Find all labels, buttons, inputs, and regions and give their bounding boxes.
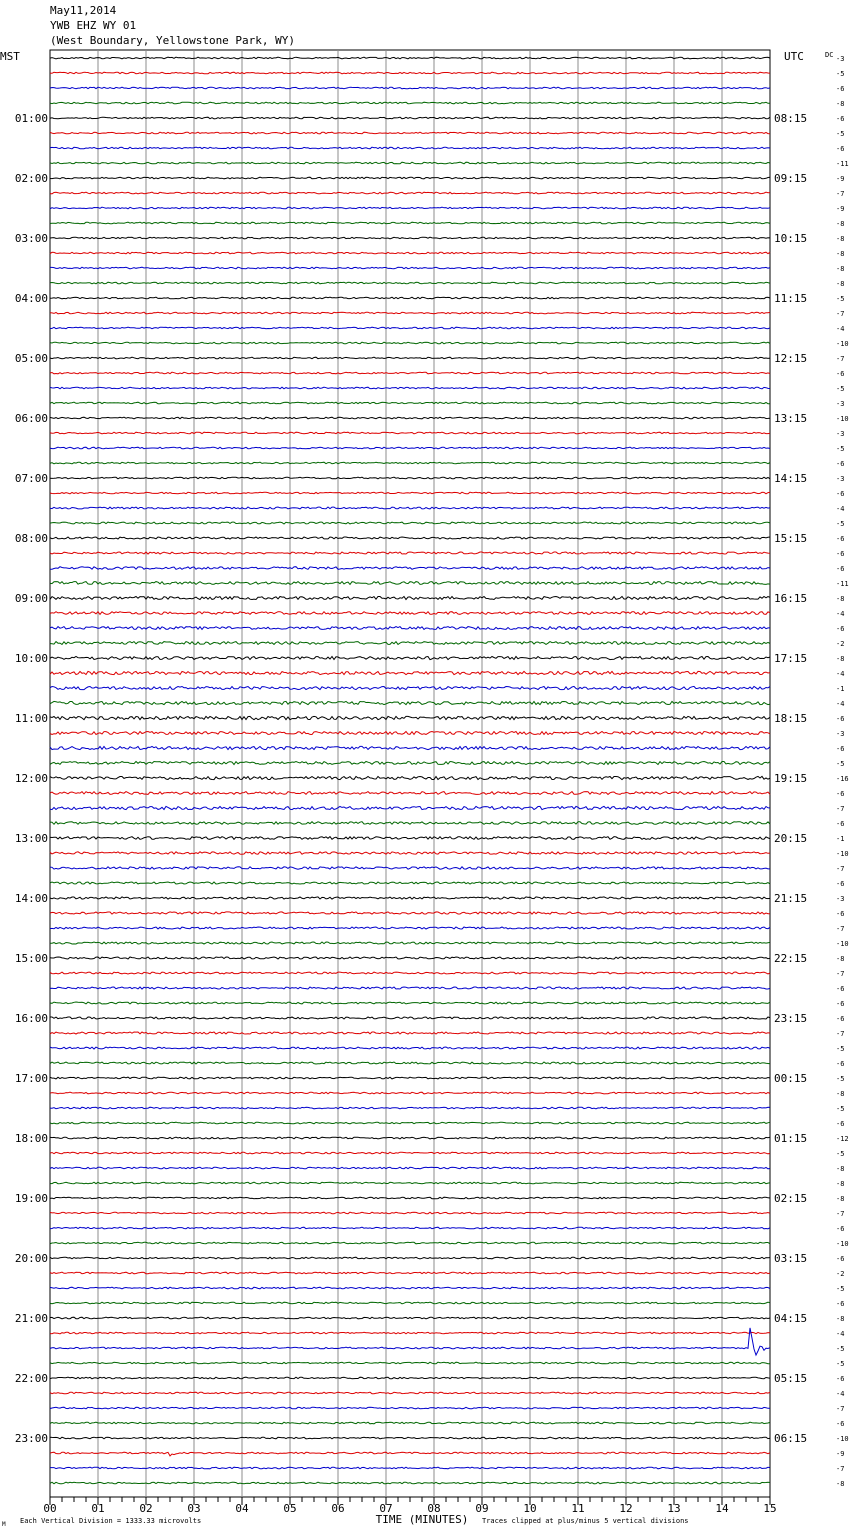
- dc-offset-label: -11: [836, 160, 849, 168]
- dc-offset-label: -6: [836, 85, 845, 93]
- dc-offset-label: -8: [836, 955, 845, 963]
- trace-line: [50, 102, 770, 104]
- x-tick-label: 01: [91, 1502, 105, 1515]
- utc-hour-label: 16:15: [774, 592, 808, 605]
- trace-line: [50, 147, 770, 149]
- dc-offset-label: -9: [836, 1450, 845, 1458]
- mst-hour-label: 18:00: [14, 1132, 48, 1145]
- dc-offset-label: -6: [836, 985, 845, 993]
- trace-line: [50, 867, 770, 869]
- dc-offset-label: -9: [836, 205, 845, 213]
- trace-line: [50, 1287, 770, 1289]
- trace-line: [50, 716, 770, 719]
- dc-offset-label: -11: [836, 580, 849, 588]
- dc-offset-label: -10: [836, 1240, 849, 1248]
- mst-hour-label: 23:00: [14, 1432, 48, 1445]
- trace-line: [50, 1152, 770, 1154]
- dc-offset-label: -5: [836, 1075, 845, 1083]
- x-tick-label: 15: [763, 1502, 777, 1515]
- dc-offset-label: -7: [836, 805, 845, 813]
- trace-line: [50, 1467, 770, 1469]
- dc-offset-label: -9: [836, 175, 845, 183]
- trace-line: [50, 1062, 770, 1064]
- x-tick-label: 09: [475, 1502, 489, 1515]
- dc-offset-label: -7: [836, 865, 845, 873]
- dc-offset-label: -6: [836, 1015, 845, 1023]
- dc-offset-label: -7: [836, 1030, 845, 1038]
- footer-mark: M: [2, 1521, 6, 1528]
- dc-offset-label: -6: [836, 460, 845, 468]
- dc-offset-label: -7: [836, 310, 845, 318]
- mst-hour-label: 07:00: [14, 472, 48, 485]
- trace-line: [50, 297, 770, 299]
- x-tick-label: 10: [523, 1502, 537, 1515]
- dc-offset-label: -6: [836, 490, 845, 498]
- trace-line: [50, 1437, 770, 1439]
- trace-line: [50, 117, 770, 119]
- dc-offset-label: -6: [836, 880, 845, 888]
- plot-date: May11,2014: [50, 4, 117, 17]
- dc-offset-label: -4: [836, 700, 845, 708]
- trace-line: [50, 1392, 770, 1394]
- trace-line: [50, 837, 770, 840]
- station-location: (West Boundary, Yellowstone Park, WY): [50, 34, 296, 47]
- trace-line: [50, 432, 770, 434]
- trace-line: [50, 267, 770, 269]
- trace-line: [50, 1302, 770, 1304]
- dc-offset-label: -8: [836, 655, 845, 663]
- x-tick-label: 00: [43, 1502, 57, 1515]
- dc-offset-label: -12: [836, 1135, 849, 1143]
- trace-line: [50, 1137, 770, 1139]
- dc-offset-label: -8: [836, 1480, 845, 1488]
- trace-line: [50, 671, 770, 674]
- utc-hour-label: 05:15: [774, 1372, 808, 1385]
- dc-offset-label: -4: [836, 610, 845, 618]
- trace-line: [50, 462, 770, 464]
- dc-offset-label: -8: [836, 220, 845, 228]
- trace-line: [50, 567, 770, 570]
- trace-line: [50, 1107, 770, 1109]
- utc-axis-label: UTC: [784, 50, 804, 63]
- dc-offset-label: -3: [836, 475, 845, 483]
- utc-hour-label: 01:15: [774, 1132, 808, 1145]
- dc-offset-label: -8: [836, 235, 845, 243]
- utc-hour-label: 15:15: [774, 532, 808, 545]
- dc-offset-label: -8: [836, 1090, 845, 1098]
- dc-offset-label: -6: [836, 550, 845, 558]
- mst-axis-label: MST: [0, 50, 20, 63]
- utc-hour-label: 14:15: [774, 472, 808, 485]
- dc-offset-label: -7: [836, 190, 845, 198]
- dc-offset-label: -2: [836, 1270, 845, 1278]
- trace-line: [50, 1272, 770, 1274]
- dc-offset-label: -6: [836, 790, 845, 798]
- trace-line: [50, 1092, 770, 1094]
- trace-line: [50, 762, 770, 765]
- utc-hour-label: 13:15: [774, 412, 808, 425]
- mst-hour-label: 02:00: [14, 172, 48, 185]
- x-tick-label: 12: [619, 1502, 633, 1515]
- trace-line: [50, 537, 770, 539]
- trace-line: [50, 1362, 770, 1364]
- x-tick-label: 06: [331, 1502, 345, 1515]
- x-tick-label: 03: [187, 1502, 201, 1515]
- trace-line: [50, 327, 770, 329]
- dc-offset-label: -6: [836, 745, 845, 753]
- dc-offset-label: -6: [836, 910, 845, 918]
- trace-line: [50, 627, 770, 630]
- mst-hour-label: 03:00: [14, 232, 48, 245]
- dc-offset-label: -6: [836, 1225, 845, 1233]
- dc-offset-label: -5: [836, 295, 845, 303]
- trace-line: [50, 972, 770, 974]
- dc-offset-label: -6: [836, 565, 845, 573]
- dc-offset-label: -16: [836, 775, 849, 783]
- dc-offset-label: -6: [836, 625, 845, 633]
- x-tick-label: 07: [379, 1502, 393, 1515]
- dc-offset-label: -2: [836, 640, 845, 648]
- dc-offset-label: -3: [836, 730, 845, 738]
- dc-offset-label: -7: [836, 970, 845, 978]
- trace-line: [50, 806, 770, 809]
- trace-line: [50, 1422, 770, 1424]
- dc-offset-label: -5: [836, 130, 845, 138]
- mst-hour-label: 05:00: [14, 352, 48, 365]
- dc-offset-label: -10: [836, 850, 849, 858]
- trace-line: [50, 402, 770, 404]
- trace-line: [50, 387, 770, 389]
- x-tick-label: 02: [139, 1502, 153, 1515]
- x-tick-label: 11: [571, 1502, 585, 1515]
- mst-hour-label: 06:00: [14, 412, 48, 425]
- mst-hour-label: 17:00: [14, 1072, 48, 1085]
- trace-line: [50, 732, 770, 735]
- trace-line: [50, 852, 770, 854]
- mst-hour-label: 14:00: [14, 892, 48, 905]
- x-tick-label: 04: [235, 1502, 249, 1515]
- trace-line: [50, 57, 770, 59]
- dc-offset-label: -7: [836, 925, 845, 933]
- dc-offset-label: -5: [836, 760, 845, 768]
- dc-offset-label: -5: [836, 445, 845, 453]
- dc-offset-label: -4: [836, 1390, 845, 1398]
- dc-offset-label: -5: [836, 520, 845, 528]
- trace-line: [50, 222, 770, 224]
- dc-offset-label: -6: [836, 1060, 845, 1068]
- dc-offset-label: -3: [836, 430, 845, 438]
- trace-line: [50, 372, 770, 374]
- clip-note: Traces clipped at plus/minus 5 vertical divisions: [482, 1517, 689, 1525]
- trace-line: [50, 1167, 770, 1169]
- utc-hour-label: 18:15: [774, 712, 808, 725]
- dc-offset-label: -7: [836, 355, 845, 363]
- dc-offset-label: -8: [836, 280, 845, 288]
- trace-line: [50, 897, 770, 899]
- trace-line: [50, 252, 770, 254]
- trace-line: [50, 72, 770, 74]
- mst-hour-label: 22:00: [14, 1372, 48, 1385]
- trace-line: [50, 657, 770, 660]
- x-tick-label: 14: [715, 1502, 729, 1515]
- trace-line: [50, 1332, 770, 1334]
- dc-offset-label: -4: [836, 670, 845, 678]
- scale-note: Each Vertical Division = 1333.33 microvolts: [20, 1517, 202, 1525]
- trace-line: [50, 612, 770, 615]
- utc-hour-label: 06:15: [774, 1432, 808, 1445]
- mst-hour-label: 21:00: [14, 1312, 48, 1325]
- station-name: YWB EHZ WY 01: [50, 19, 137, 32]
- trace-line: [50, 1212, 770, 1214]
- trace-line: [50, 792, 770, 795]
- dc-offset-label: -4: [836, 1330, 845, 1338]
- trace-line: [50, 357, 770, 359]
- dc-offset-label: -10: [836, 940, 849, 948]
- dc-offset-label: -6: [836, 820, 845, 828]
- trace-line: [50, 957, 770, 959]
- trace-line: [50, 1407, 770, 1409]
- trace-line: [50, 987, 770, 989]
- trace-line: [50, 207, 770, 209]
- mst-hour-label: 10:00: [14, 652, 48, 665]
- dc-offset-label: -7: [836, 1465, 845, 1473]
- trace-line: [50, 1452, 770, 1456]
- dc-offset-label: -6: [836, 715, 845, 723]
- dc-offset-label: -8: [836, 250, 845, 258]
- trace-line: [50, 1077, 770, 1079]
- trace-line: [50, 1328, 770, 1355]
- utc-hour-label: 19:15: [774, 772, 808, 785]
- trace-line: [50, 1002, 770, 1004]
- trace-line: [50, 1122, 770, 1124]
- dc-offset-label: -7: [836, 1405, 845, 1413]
- trace-line: [50, 1242, 770, 1244]
- dc-offset-label: -6: [836, 1420, 845, 1428]
- trace-line: [50, 701, 770, 704]
- dc-offset-label: -8: [836, 1195, 845, 1203]
- utc-hour-label: 11:15: [774, 292, 808, 305]
- trace-line: [50, 162, 770, 164]
- mst-hour-label: 01:00: [14, 112, 48, 125]
- utc-hour-label: 09:15: [774, 172, 808, 185]
- trace-line: [50, 686, 770, 689]
- trace-line: [50, 522, 770, 524]
- utc-hour-label: 20:15: [774, 832, 808, 845]
- mst-hour-label: 08:00: [14, 532, 48, 545]
- trace-line: [50, 342, 770, 344]
- mst-hour-label: 20:00: [14, 1252, 48, 1265]
- mst-hour-label: 13:00: [14, 832, 48, 845]
- x-tick-label: 13: [667, 1502, 681, 1515]
- utc-hour-label: 21:15: [774, 892, 808, 905]
- trace-line: [50, 282, 770, 284]
- dc-offset-label: -10: [836, 415, 849, 423]
- trace-line: [50, 1032, 770, 1034]
- dc-offset-label: -4: [836, 505, 845, 513]
- utc-hour-label: 22:15: [774, 952, 808, 965]
- trace-line: [50, 927, 770, 929]
- dc-offset-label: -6: [836, 115, 845, 123]
- dc-offset-label: -3: [836, 895, 845, 903]
- trace-line: [50, 1482, 770, 1484]
- dc-offset-label: -5: [836, 1345, 845, 1353]
- dc-offset-label: -6: [836, 535, 845, 543]
- dc-offset-label: -8: [836, 1165, 845, 1173]
- mst-hour-label: 19:00: [14, 1192, 48, 1205]
- trace-line: [50, 746, 770, 749]
- dc-offset-label: -8: [836, 595, 845, 603]
- trace-line: [50, 552, 770, 554]
- trace-line: [50, 237, 770, 239]
- utc-hour-label: 08:15: [774, 112, 808, 125]
- trace-line: [50, 132, 770, 134]
- trace-line: [50, 417, 770, 419]
- dc-offset-label: -5: [836, 1150, 845, 1158]
- trace-line: [50, 1227, 770, 1229]
- trace-line: [50, 597, 770, 600]
- dc-offset-label: -1: [836, 835, 845, 843]
- dc-offset-label: -4: [836, 325, 845, 333]
- trace-line: [50, 582, 770, 585]
- x-axis-title: TIME (MINUTES): [375, 1513, 469, 1526]
- mst-hour-label: 09:00: [14, 592, 48, 605]
- dc-offset-label: -5: [836, 1045, 845, 1053]
- mst-hour-label: 11:00: [14, 712, 48, 725]
- trace-line: [50, 1197, 770, 1199]
- dc-offset-label: -5: [836, 1105, 845, 1113]
- mst-hour-label: 15:00: [14, 952, 48, 965]
- trace-line: [50, 1377, 770, 1379]
- dc-offset-label: -6: [836, 1255, 845, 1263]
- dc-offset-label: -5: [836, 70, 845, 78]
- dc-offset-label: -6: [836, 1300, 845, 1308]
- dc-offset-label: -5: [836, 1285, 845, 1293]
- utc-hour-label: 03:15: [774, 1252, 808, 1265]
- trace-line: [50, 776, 770, 779]
- utc-hour-label: 04:15: [774, 1312, 808, 1325]
- utc-hour-label: 17:15: [774, 652, 808, 665]
- mst-hour-label: 12:00: [14, 772, 48, 785]
- trace-line: [50, 882, 770, 884]
- x-tick-label: 08: [427, 1502, 441, 1515]
- utc-hour-label: 10:15: [774, 232, 808, 245]
- dc-offset-label: -8: [836, 100, 845, 108]
- trace-line: [50, 477, 770, 479]
- utc-hour-label: 02:15: [774, 1192, 808, 1205]
- mst-hour-label: 04:00: [14, 292, 48, 305]
- trace-line: [50, 507, 770, 509]
- utc-hour-label: 00:15: [774, 1072, 808, 1085]
- dc-offset-label: -6: [836, 1000, 845, 1008]
- dc-offset-label: -8: [836, 265, 845, 273]
- dc-offset-label: -5: [836, 385, 845, 393]
- dc-offset-label: -7: [836, 1210, 845, 1218]
- dc-offset-label: -3: [836, 55, 845, 63]
- utc-hour-label: 12:15: [774, 352, 808, 365]
- dc-offset-label: -5: [836, 1360, 845, 1368]
- trace-line: [50, 912, 770, 914]
- trace-line: [50, 447, 770, 449]
- trace-line: [50, 1257, 770, 1259]
- trace-line: [50, 1317, 770, 1319]
- dc-label: DC: [825, 51, 834, 59]
- trace-line: [50, 177, 770, 179]
- trace-line: [50, 192, 770, 194]
- dc-offset-label: -6: [836, 1120, 845, 1128]
- trace-line: [50, 1182, 770, 1184]
- dc-offset-label: -6: [836, 1375, 845, 1383]
- dc-offset-label: -10: [836, 1435, 849, 1443]
- dc-offset-label: -6: [836, 370, 845, 378]
- trace-line: [50, 822, 770, 825]
- x-tick-label: 05: [283, 1502, 297, 1515]
- dc-offset-label: -8: [836, 1315, 845, 1323]
- trace-line: [50, 942, 770, 944]
- dc-offset-label: -1: [836, 685, 845, 693]
- trace-line: [50, 1017, 770, 1019]
- trace-line: [50, 642, 770, 645]
- trace-line: [50, 312, 770, 314]
- dc-offset-label: -10: [836, 340, 849, 348]
- dc-offset-label: -6: [836, 145, 845, 153]
- trace-line: [50, 492, 770, 494]
- dc-offset-label: -3: [836, 400, 845, 408]
- dc-offset-label: -8: [836, 1180, 845, 1188]
- mst-hour-label: 16:00: [14, 1012, 48, 1025]
- utc-hour-label: 23:15: [774, 1012, 808, 1025]
- trace-line: [50, 1047, 770, 1049]
- trace-line: [50, 87, 770, 89]
